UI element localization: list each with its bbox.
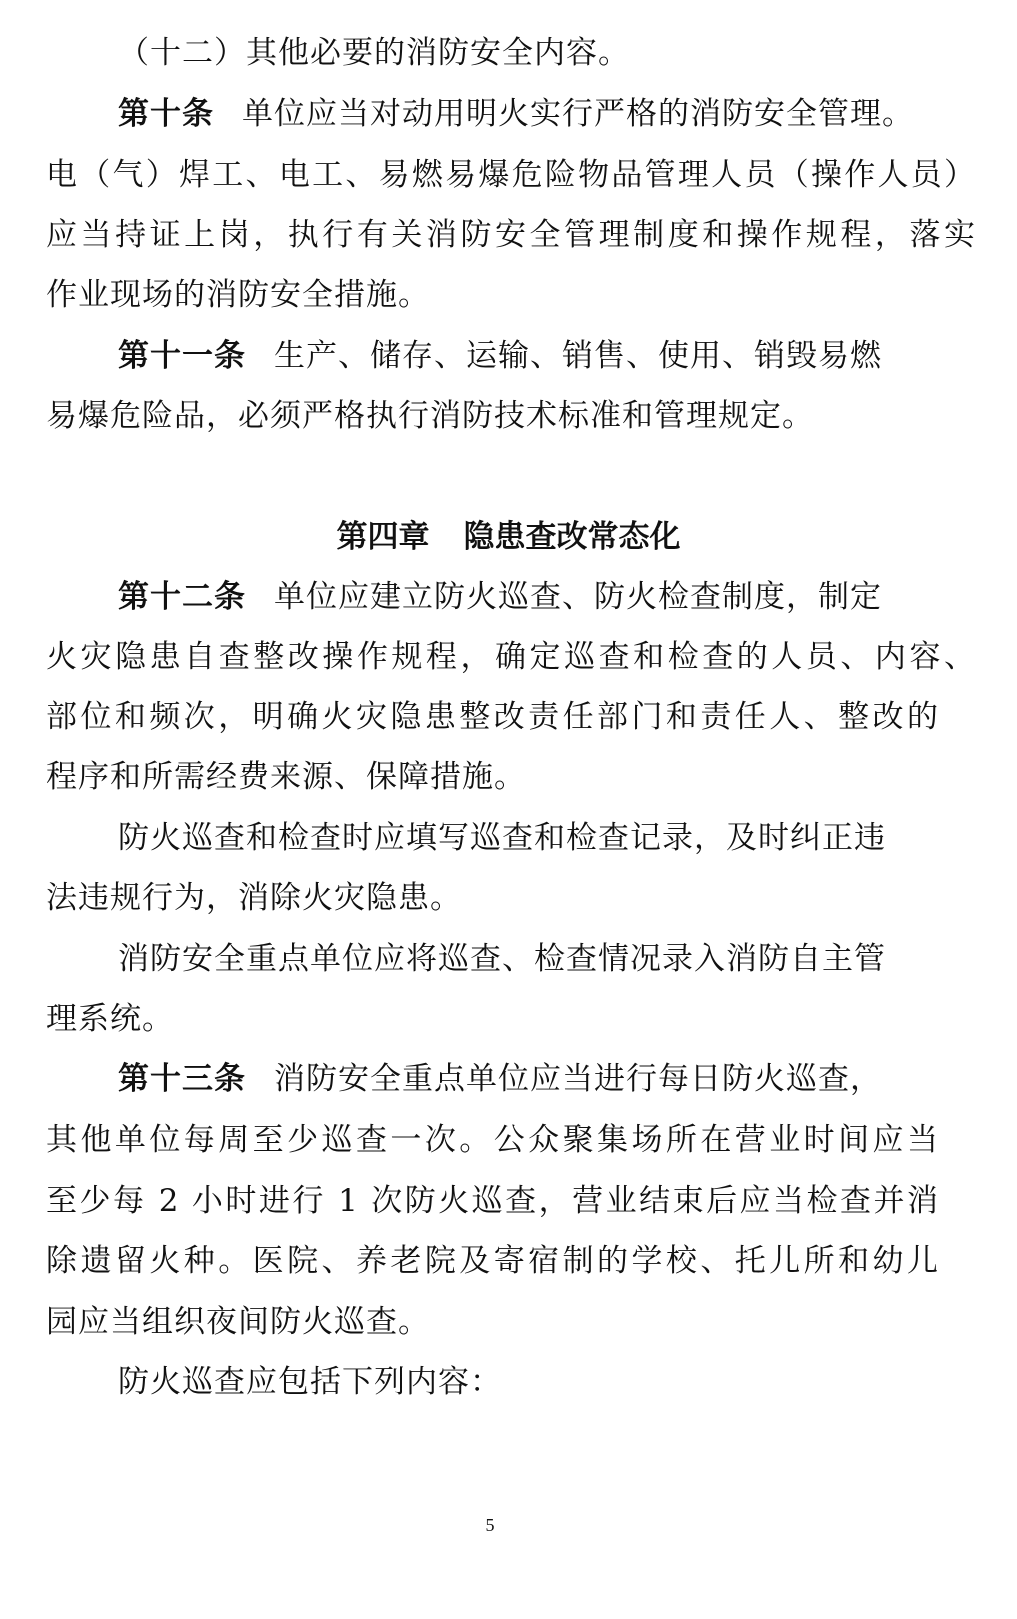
article-heading: 第十一条: [118, 338, 246, 374]
paragraph-line: 易爆危险品，必须严格执行消防技术标准和管理规定。: [46, 398, 814, 434]
paragraph-line: 作业现场的消防安全措施。: [46, 277, 430, 313]
paragraph-line: 其他单位每周至少巡查一次。公众聚集场所在营业时间应当: [46, 1122, 939, 1158]
paragraph-line: 法违规行为，消除火灾隐患。: [46, 880, 462, 916]
article-13-line: [118, 1056, 882, 1102]
chapter-heading: [0, 514, 1017, 560]
paragraph-line: 部位和频次，明确火灾隐患整改责任部门和责任人、整改的: [46, 699, 939, 735]
paragraph-line: 防火巡查应包括下列内容：: [118, 1364, 502, 1400]
paragraph-line: 理系统。: [46, 1001, 174, 1037]
paragraph-text: 单位应建立防火巡查、防火检查制度，制定: [274, 579, 882, 615]
paragraph-line: 火灾隐患自查整改操作规程，确定巡查和检查的人员、内容、: [46, 639, 976, 675]
paragraph-line: 园应当组织夜间防火巡查。: [46, 1304, 430, 1340]
paragraph-text: 生产、储存、运输、销售、使用、销毁易燃: [274, 338, 882, 374]
paragraph-line: 消防安全重点单位应将巡查、检查情况录入消防自主管: [118, 941, 886, 977]
paragraph-line: （十二）其他必要的消防安全内容。: [118, 35, 630, 71]
paragraph-line: 至少每 2 小时进行 1 次防火巡查，营业结束后应当检查并消: [46, 1183, 939, 1219]
paragraph-text: 消防安全重点单位应当进行每日防火巡查，: [274, 1061, 882, 1097]
article-heading: 第十条: [118, 96, 214, 132]
article-heading: 第十三条: [118, 1061, 246, 1097]
paragraph-line: 应当持证上岗，执行有关消防安全管理制度和操作规程，落实: [46, 217, 976, 253]
article-heading: 第十二条: [118, 579, 246, 615]
chapter-number: 第四章: [336, 519, 430, 555]
article-10-line: [118, 91, 914, 137]
page-number: 5: [485, 1515, 495, 1535]
article-12-line: [118, 574, 882, 620]
paragraph-line: 电（气）焊工、电工、易燃易爆危险物品管理人员（操作人员）: [46, 157, 976, 193]
paragraph-line: 除遗留火种。医院、养老院及寄宿制的学校、托儿所和幼儿: [46, 1243, 939, 1279]
paragraph-line: 程序和所需经费来源、保障措施。: [46, 759, 526, 795]
paragraph-line: 防火巡查和检查时应填写巡查和检查记录，及时纠正违: [118, 820, 886, 856]
article-11-line: [118, 333, 882, 379]
chapter-title: 隐患查改常态化: [463, 519, 681, 555]
paragraph-text: 单位应当对动用明火实行严格的消防安全管理。: [242, 96, 914, 132]
